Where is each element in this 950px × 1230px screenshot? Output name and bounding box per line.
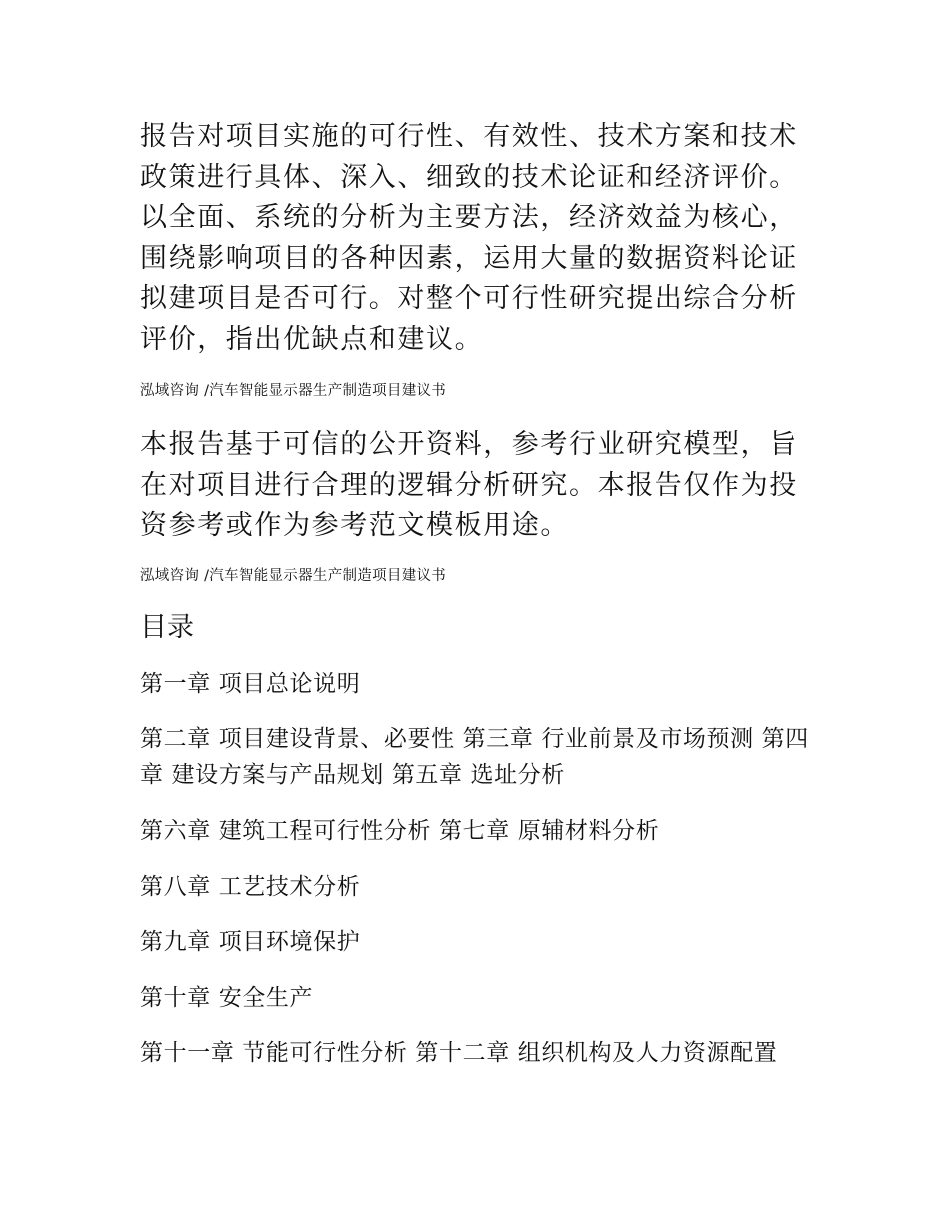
toc-entry: 第十一章 节能可行性分析 第十二章 组织机构及人力资源配置: [140, 1040, 778, 1066]
toc-title: 目录: [140, 612, 194, 643]
toc-entry: 第八章 工艺技术分析: [140, 874, 361, 900]
toc-entry: 第六章 建筑工程可行性分析 第七章 原辅材料分析: [140, 818, 660, 844]
disclaimer-paragraph: 本报告基于可信的公开资料，参考行业研究模型，旨在对项目进行合理的逻辑分析研究。本报告仅作为投资参考或作为参考范文模板用途。: [140, 429, 798, 542]
running-header: 泓域咨询 /汽车智能显示器生产制造项目建议书: [140, 568, 447, 584]
running-header: 泓域咨询 /汽车智能显示器生产制造项目建议书: [140, 383, 447, 399]
toc-entry: 第九章 项目环境保护: [140, 929, 361, 955]
intro-paragraph: 报告对项目实施的可行性、有效性、技术方案和技术政策进行具体、深入、细致的技术论证和经济评价。以全面、系统的分析为主要方法，经济效益为核心，围绕影响项目的各种因素，运用大量的数据资料论证拟建项目是否可行。对整个可行性研究提出综合分析评价，指出优缺点和建议。: [140, 121, 798, 355]
toc-entry: 第一章 项目总论说明: [140, 671, 361, 697]
toc-entry: 第十章 安全生产: [140, 985, 314, 1011]
toc-entry: 第二章 项目建设背景、必要性 第三章 行业前景及市场预测 第四章 建设方案与产品规划 第五章 选址分析: [140, 726, 809, 788]
